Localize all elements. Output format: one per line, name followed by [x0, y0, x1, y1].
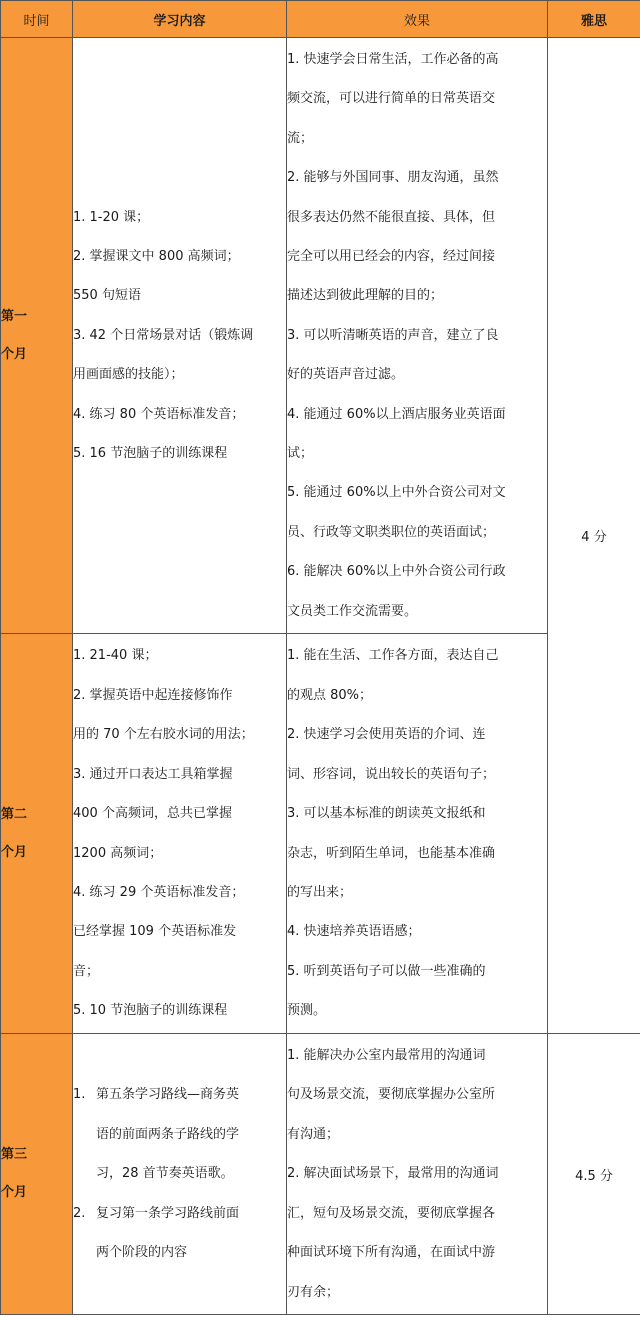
header-row	[1, 1, 640, 38]
effect-line: 4. 快速培养英语语感；	[287, 924, 421, 940]
month-2-effect	[287, 634, 548, 1034]
effect-line: 刃有余；	[287, 1284, 340, 1300]
effect-line: 的写出来；	[287, 884, 353, 900]
effect-line: 很多表达仍然不能很直接、具体，但	[287, 209, 496, 225]
content-line: 400 个高频词，总共已掌握	[73, 806, 232, 822]
content-line: 复习第一条学习路线前面	[96, 1205, 240, 1221]
content-line: 5. 10 节泡脑子的训练课程	[73, 1003, 228, 1019]
header-content: 学习内容	[73, 1, 287, 38]
table-row	[1, 1034, 640, 1315]
effect-line: 杂志，听到陌生单词，也能基本准确	[287, 845, 496, 861]
month-2-label: 第二 个月	[1, 634, 73, 1034]
content-line: 用画面感的技能）；	[73, 367, 184, 383]
content-line: 1200 高频词；	[73, 845, 163, 861]
month-1-effect	[287, 38, 548, 634]
list-item	[73, 1194, 286, 1273]
month-3-label: 第三 个月	[1, 1034, 73, 1315]
effect-line: 2. 能够与外国同事、朋友沟通，虽然	[287, 170, 499, 186]
table-row	[1, 634, 640, 1034]
content-line: 1. 21-40 课；	[73, 648, 158, 664]
effect-line: 2. 解决面试场景下，最常用的沟通词	[287, 1166, 499, 1182]
content-line: 3. 42 个日常场景对话（锻炼调	[73, 327, 254, 343]
content-line: 语的前面两条子路线的学	[96, 1126, 240, 1142]
effect-line: 描述达到彼此理解的目的；	[287, 288, 444, 304]
effect-line: 2. 快速学习会使用英语的介词、连	[287, 727, 486, 743]
content-line: 2. 掌握课文中 800 高频词；	[73, 248, 240, 264]
effect-line: 4. 能通过 60%以上酒店服务业英语面	[287, 406, 506, 422]
content-line: 用的 70 个左右胶水词的用法；	[73, 727, 254, 743]
effect-line: 3. 可以基本标准的朗读英文报纸和	[287, 806, 486, 822]
effect-line: 的观点 80%；	[287, 687, 373, 703]
month-3-content	[73, 1034, 287, 1315]
effect-line: 5. 能通过 60%以上中外合资公司对文	[287, 485, 506, 501]
content-line: 已经掌握 109 个英语标准发	[73, 924, 237, 940]
effect-line: 好的英语声音过滤。	[287, 367, 405, 383]
header-effect: 效果	[287, 1, 548, 38]
effect-line: 有沟通；	[287, 1126, 340, 1142]
effect-line: 流；	[287, 130, 314, 146]
effect-line: 5. 听到英语句子可以做一些准确的	[287, 963, 486, 979]
content-line: 1. 1-20 课；	[73, 209, 150, 225]
header-time: 时间	[1, 1, 73, 38]
ielts-score-months-1-2: 4 分	[548, 38, 640, 1034]
content-line: 4. 练习 80 个英语标准发音；	[73, 406, 245, 422]
effect-line: 汇，短句及场景交流，要彻底掌握各	[287, 1205, 496, 1221]
effect-line: 6. 能解决 60%以上中外合资公司行政	[287, 564, 506, 580]
header-ielts: 雅思	[548, 1, 640, 38]
effect-line: 试；	[287, 446, 314, 462]
content-line: 音；	[73, 963, 100, 979]
effect-line: 1. 快速学会日常生活，工作必备的高	[287, 51, 499, 67]
month-1-content	[73, 38, 287, 634]
effect-line: 预测。	[287, 1003, 327, 1019]
list-item-number: 2.	[73, 1205, 86, 1221]
content-line: 550 句短语	[73, 288, 141, 304]
content-line: 第五条学习路线—商务英	[96, 1087, 240, 1103]
month-1-label: 第一 个月	[1, 38, 73, 634]
effect-line: 种面试环境下所有沟通，在面试中游	[287, 1245, 496, 1261]
content-line: 3. 通过开口表达工具箱掌握	[73, 766, 233, 782]
table-row	[1, 38, 640, 634]
list-item-number: 1.	[73, 1087, 86, 1103]
effect-line: 完全可以用已经会的内容，经过间接	[287, 248, 496, 264]
list-item	[73, 1075, 286, 1193]
content-line: 两个阶段的内容	[96, 1245, 188, 1261]
month-2-content	[73, 634, 287, 1034]
route-list	[73, 1075, 286, 1272]
ielts-score-month-3: 4.5 分	[548, 1034, 640, 1315]
effect-line: 文员类工作交流需要。	[287, 603, 418, 619]
content-line: 习，28 首节奏英语歌。	[96, 1166, 234, 1182]
effect-line: 员、行政等文职类职位的英语面试；	[287, 524, 496, 540]
effect-line: 词、形容词，说出较长的英语句子；	[287, 766, 496, 782]
content-line: 2. 掌握英语中起连接修饰作	[73, 687, 233, 703]
month-3-effect	[287, 1034, 548, 1315]
effect-line: 频交流，可以进行简单的日常英语交	[287, 91, 496, 107]
effect-line: 3. 可以听清晰英语的声音，建立了良	[287, 327, 499, 343]
content-line: 4. 练习 29 个英语标准发音；	[73, 884, 245, 900]
effect-line: 1. 能解决办公室内最常用的沟通词	[287, 1048, 486, 1064]
content-line: 5. 16 节泡脑子的训练课程	[73, 446, 228, 462]
effect-line: 1. 能在生活、工作各方面，表达自己	[287, 648, 499, 664]
effect-line: 句及场景交流，要彻底掌握办公室所	[287, 1087, 496, 1103]
